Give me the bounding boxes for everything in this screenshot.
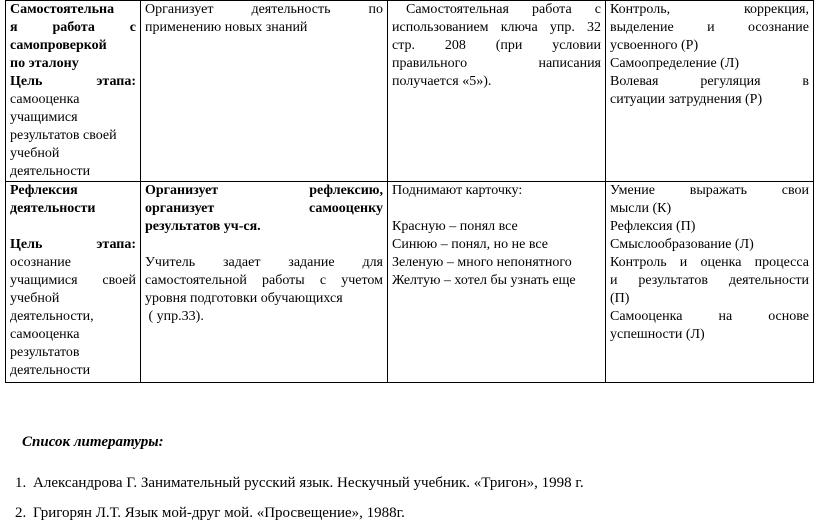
teacher-activity-line: самостоятельной работы с учетом: [145, 273, 383, 288]
uud-line: мысли (К): [610, 201, 672, 216]
goal-line: результатов своей: [10, 128, 117, 143]
uud-line: (П): [610, 291, 630, 306]
teacher-activity-line: организует самооценку: [145, 201, 383, 216]
stage-title-line: Рефлексия: [10, 183, 78, 198]
goal-line: самооценка: [10, 327, 80, 342]
goal-line: учебной: [10, 291, 60, 306]
uud-cell: [606, 1, 814, 182]
uud-line: Контроль и оценка процесса: [610, 255, 809, 270]
literature-list: [0, 468, 810, 528]
teacher-activity-line: Организует рефлексию,: [145, 183, 383, 198]
spacer: [392, 200, 601, 218]
table-row: [6, 182, 814, 383]
literature-item: 1. Александрова Г. Занимательный русский язык. Нескучный учебник. «Тригон», 1998 г.: [30, 468, 810, 498]
goal-line: результатов: [10, 345, 80, 360]
teacher-activity-line: результатов уч-ся.: [145, 219, 261, 234]
stage-title-line: я работа с: [10, 20, 136, 35]
card-option: Зеленую – много непонятного: [392, 255, 572, 270]
goal-line: деятельности,: [10, 309, 94, 324]
uud-line: Умение выражать свои: [610, 183, 809, 198]
spacer: [145, 236, 383, 254]
stage-title-line: Самостоятельна: [10, 2, 115, 17]
goal-line: деятельности: [10, 164, 91, 179]
student-activity-cell: [388, 1, 606, 182]
goal-line: учебной: [10, 146, 60, 161]
goal-line: самооценка: [10, 92, 80, 107]
student-activity-line: использованием ключа упр. 32: [392, 20, 601, 35]
uud-line: усвоенного (Р): [610, 38, 699, 53]
uud-line: Волевая регуляция в: [610, 74, 809, 89]
lesson-stage-table: [5, 0, 814, 383]
teacher-activity-line: применению новых знаний: [145, 20, 308, 35]
stage-cell: [6, 182, 141, 383]
goal-label: Цель этапа:: [10, 237, 136, 252]
stage-title-line: по эталону: [10, 56, 79, 71]
uud-line: Смыслообразование (Л): [610, 237, 754, 252]
student-activity-line: стр. 208 (при условии: [392, 38, 601, 53]
literature-title: Список литературы:: [22, 434, 164, 450]
uud-line: ситуации затруднения (Р): [610, 92, 763, 107]
goal-line: деятельности: [10, 363, 91, 378]
card-option: Желтую – хотел бы узнать еще: [392, 273, 576, 288]
spacer: [10, 218, 136, 236]
uud-line: Контроль, коррекция,: [610, 2, 809, 17]
goal-label: Цель этапа:: [10, 74, 136, 89]
card-option: Синюю – понял, но не все: [392, 237, 548, 252]
teacher-activity-cell: [141, 182, 388, 383]
goal-line: осознание: [10, 255, 71, 270]
stage-cell: [6, 1, 141, 182]
student-activity-line: правильного написания: [392, 56, 601, 71]
card-option: Красную – понял все: [392, 219, 518, 234]
goal-line: учащимися своей: [10, 273, 136, 288]
goal-line: учащимися: [10, 110, 78, 125]
teacher-activity-cell: [141, 1, 388, 182]
stage-title-line: самопроверкой: [10, 38, 107, 53]
uud-line: Самоопределение (Л): [610, 56, 739, 71]
student-activity-line: Самостоятельная работа с: [406, 2, 601, 17]
uud-cell: [606, 182, 814, 383]
stage-title-line: деятельности: [10, 201, 96, 216]
literature-item: 2. Григорян Л.Т. Язык мой-друг мой. «Просвещение», 1988г.: [30, 498, 810, 528]
uud-line: успешности (Л): [610, 327, 705, 342]
teacher-activity-line: Организует деятельность по: [145, 2, 383, 17]
teacher-activity-line: Учитель задает задание для: [145, 255, 383, 270]
uud-line: и результатов деятельности: [610, 273, 809, 288]
student-activity-line: получается «5»).: [392, 74, 492, 89]
table-row: [6, 1, 814, 182]
student-activity-line: Поднимают карточку:: [392, 183, 523, 198]
teacher-activity-line: уровня подготовки обучающихся: [145, 291, 343, 306]
teacher-activity-line: ( упр.33).: [145, 309, 204, 324]
student-activity-cell: [388, 182, 606, 383]
uud-line: Рефлексия (П): [610, 219, 696, 234]
uud-line: выделение и осознание: [610, 20, 809, 35]
uud-line: Самооценка на основе: [610, 309, 809, 324]
